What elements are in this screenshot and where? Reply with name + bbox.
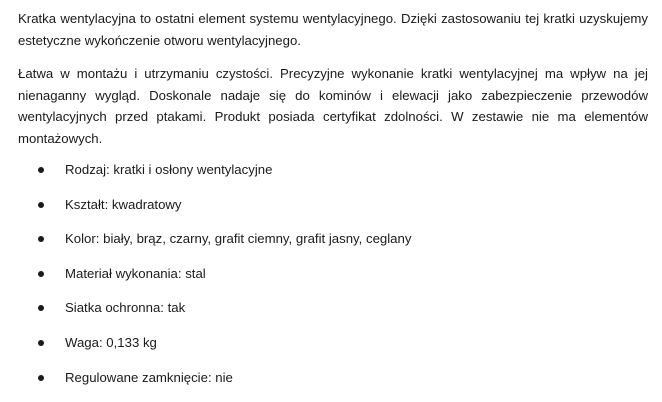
bullet-icon xyxy=(38,305,44,311)
spec-shape: Kształt: kwadratowy xyxy=(65,196,182,212)
bullet-icon xyxy=(38,236,44,242)
bullet-icon xyxy=(38,202,44,208)
spec-mesh: Siatka ochronna: tak xyxy=(65,300,186,316)
bullet-icon xyxy=(38,271,44,277)
list-item xyxy=(18,229,648,264)
list-item xyxy=(18,368,648,402)
list-item xyxy=(18,298,648,333)
features-paragraph: Łatwa w montażu i utrzymaniu czystości. Precyzyjne wykonanie kratki wentylacyjnej ma wpływ na jej nienaganny wygląd. Doskonale nadaje się do kominów i elewacji jako zabezpieczenie przewodów wentylacyjnych przed ptakami. Produkt posiada certyfikat zdolności. W zestawie nie ma elementów montażowych. xyxy=(18,66,648,146)
bullet-icon xyxy=(38,375,44,381)
list-item xyxy=(18,333,648,368)
bullet-icon xyxy=(38,340,44,346)
spec-closure: Regulowane zamknięcie: nie xyxy=(65,369,233,385)
spec-material: Materiał wykonania: stal xyxy=(65,265,206,281)
spec-type: Rodzaj: kratki i osłony wentylacyjne xyxy=(65,162,273,177)
bullet-icon xyxy=(38,167,44,173)
spec-color: Kolor: biały, brąz, czarny, grafit ciemny, grafit jasny, ceglany xyxy=(65,231,412,247)
list-item xyxy=(18,160,648,195)
intro-paragraph: Kratka wentylacyjna to ostatni element systemu wentylacyjnego. Dzięki zastosowaniu tej kratki uzyskujemy estetyczne wykończenie otworu wentylacyjnego. xyxy=(18,11,648,48)
spec-weight: Waga: 0,133 kg xyxy=(65,334,157,350)
list-item xyxy=(18,195,648,230)
spec-list xyxy=(18,160,648,402)
list-item xyxy=(18,264,648,299)
